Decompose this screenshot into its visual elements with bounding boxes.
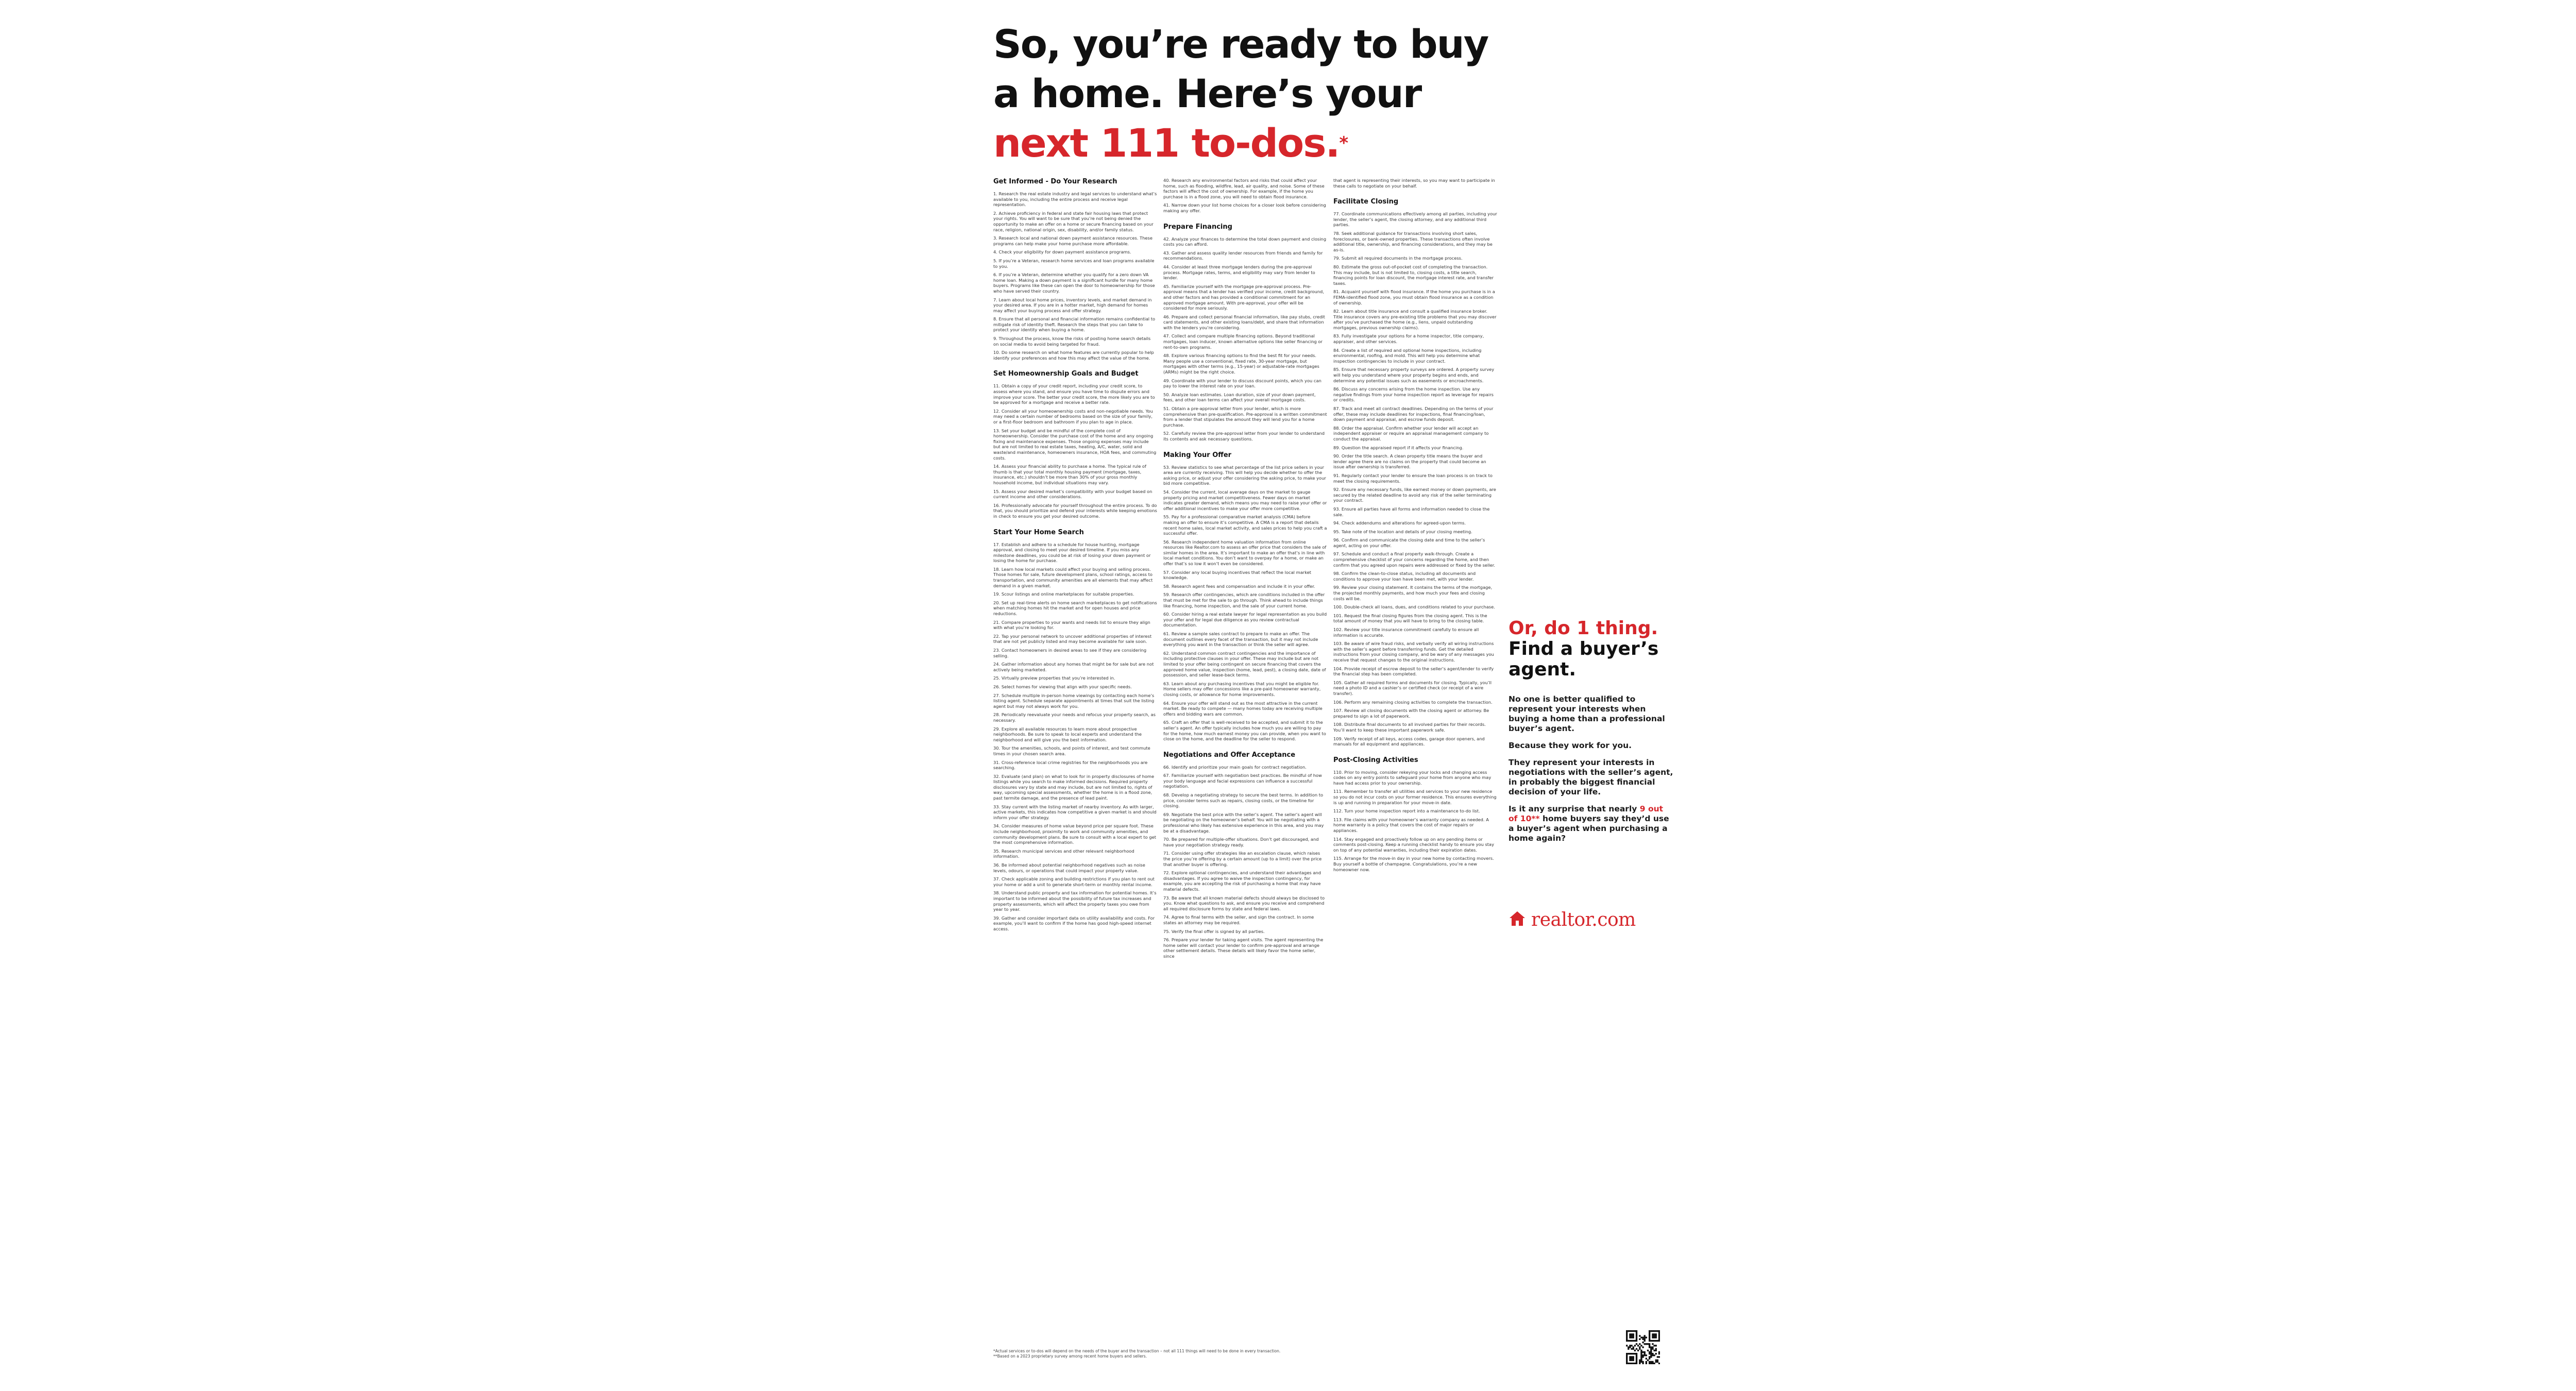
section-heading: Start Your Home Search [993,528,1084,536]
promo-p4-before: Is it any surprise that nearly [1509,804,1640,813]
todo-item: 63. Learn about any purchasing incentives that you might be eligible for. Home sellers may offer concessions like a pre-paid homeowner warranty, closing costs, or allowance for home improvements. [1163,681,1321,697]
todo-item: 74. Agree to final terms with the seller, and sign the contract. In some states an attorney may be required. [1163,914,1314,925]
todo-item: 72. Explore optional contingencies, and understand their advantages and disadvantages. If you agree to waive the inspection contingency, for example, you are accepting the risk of purchasing a home that may have material defects. [1163,870,1321,892]
todo-item: 103. Be aware of wire fraud risks, and verbally verify all wiring instructions with the seller’s agent before transferring funds. Get the detailed instructions from your closing company, and be wary of any messages you receive that request changes to the original instructions. [1333,641,1494,663]
todo-item: 102. Review your title insurance commitment carefully to ensure all information is accurate. [1333,627,1479,638]
todo-item: 12. Consider all your homeownership costs and non-negotiable needs. You may need a certain number of bedrooms based on the size of your family, or a first-floor bedroom and bathroom if you plan to age in place. [993,408,1153,425]
todo-item: 115. Arrange for the move-in day in your new home by contacting movers. Buy yourself a bottle of champagne. Congratulations, you’re a new homeowner now. [1333,856,1494,872]
headline-line-2: a home. Here’s your [993,71,1421,116]
todo-item: 31. Cross-reference local crime registries for the neighborhoods you are searching. [993,759,1148,771]
todo-item: 3. Research local and national down payment assistance resources. These programs can help make your home purchase more affordable. [993,235,1153,246]
todo-item: 86. Discuss any concerns arising from the home inspection. Use any negative findings from your home inspection report as leverage for repairs or credits. [1333,386,1494,403]
todo-item: 56. Research independent home valuation information from online resources like Realtor.com to assess an offer price that considers the sale of similar homes in the area. It’s important to make an offer that’s in line with local market conditions. You don’t want to overpay for a home, or make an offer that’s so low it won’t even be considered. [1163,539,1327,567]
realtor-logo[interactable] [1509,904,1673,935]
promo-paragraph-1: No one is better qualified to represent your interests when buying a home than a professional buyer’s agent. [1509,694,1665,733]
todo-item: 48. Explore various financing options to find the best fit for your needs. Many people use a conventional, fixed rate, 30-year mortgage, but mortgages with other terms (e.g., 15-year) or adjustable-rate mortgages (ARMs) might be the right choice. [1163,353,1319,375]
promo-paragraph-2: Because they work for you. [1509,741,1632,750]
todo-item: 33. Stay current with the listing market of nearby inventory. As with larger, active markets, this indicates how competitive a given market is and should inform your offer strategy. [993,804,1157,820]
house-icon [1509,910,1526,929]
qr-code-icon[interactable] [1626,1330,1660,1364]
todo-item: 18. Learn how local markets could affect your buying and selling process. Those homes for sale, future development plans, school ratings, access to transportation, and community amenities are all elements that may affect demand in a given market. [993,566,1153,588]
todo-item: 54. Consider the current, local average days on the market to gauge property pricing and market competitiveness. Fewer days on market indicates greater demand, which means you may need to raise your offer or offer additional incentives to make your offer more competitive. [1163,489,1327,511]
todo-item: 70. Be prepared for multiple-offer situations. Don’t get discouraged, and have your negotiation strategy ready. [1163,837,1319,847]
todo-item: 64. Ensure your offer will stand out as the most attractive in the current market. Be ready to compete — many homes today are receiving multiple offers and bidding wars are common. [1163,700,1323,717]
todo-item: 98. Confirm the clean-to-close status, including all documents and conditions to approve your loan have been met, with your lender. [1333,571,1476,582]
todo-item: 81. Acquaint yourself with flood insurance. If the home you purchase is in a FEMA-identified flood zone, you must obtain flood insurance as a condition of ownership. [1333,289,1495,306]
promo-p4-after: home buyers say they’d use a buyer’s agent when purchasing a home again? [1509,814,1669,843]
todo-item: 90. Order the title search. A clean property title means the buyer and lender agree there are no claims on the property that could become an issue after ownership is transferred. [1333,453,1486,470]
todo-item: 71. Consider using offer strategies like an escalation clause, which raises the price you’re offering by a certain amount (up to a limit) over the price that another buyer is offering. [1163,851,1322,867]
todo-item: 68. Develop a negotiating strategy to secure the best terms. In addition to price, consider terms such as repairs, closing costs, or the timeline for closing. [1163,792,1324,809]
todo-item: 80. Estimate the gross out-of-pocket cost of completing the transaction. This may include, but is not limited to, closing costs, a title search, financing points for loan discount, the mortgage interest rate, and transfer taxes. [1333,264,1494,286]
todo-item: 24. Gather information about any homes that might be for sale but are not actively being marketed. [993,661,1154,672]
promo-p4-highlight: 9 out of 10** [1509,804,1664,823]
headline-line-3-text: next 111 to-dos. [993,120,1340,166]
todo-item: 84. Create a list of required and optional home inspections, including environmental, roofing, and mold. This will help you determine what inspection contingencies to include in your contract. [1333,347,1482,364]
todo-item: 28. Periodically reevaluate your needs and refocus your property search, as necessary. [993,712,1156,723]
todo-item: 65. Craft an offer that is well-received to be accepted, and submit it to the seller’s agent. An offer typically includes how much you are willing to pay for the home, how much earnest money you can provide, when you want to close on the home, and the deadline for the seller to respond. [1163,720,1326,742]
todo-item: 109. Verify receipt of all keys, access codes, garage door openers, and manuals for all equipment and appliances. [1333,736,1485,747]
todo-item: 2. Achieve proficiency in federal and state fair housing laws that protect your rights. You will want to be sure that you’re not being denied the opportunity to make an offer on a home or secure financing based on your race, religion, national origin, sex, disability, and/or family status. [993,210,1154,232]
todo-item: 26. Select homes for viewing that align with your specific needs. [993,684,1132,689]
todo-item: 9. Throughout the process, know the risks of posting home search details on social media to avoid being targeted for fraud. [993,336,1151,347]
todo-item: 94. Check addendums and alterations for agreed-upon terms. [1333,520,1466,526]
todo-item: 108. Distribute final documents to all involved parties for their records. You’ll want to keep these important paperwork safe. [1333,722,1486,733]
headline [993,20,1509,168]
todo-item: 78. Seek additional guidance for transactions involving short sales, foreclosures, or bank-owned properties. These transactions often involve additional title, ownership, and financing considerations, and they may be as-is. [1333,230,1493,252]
todo-item: 5. If you’re a Veteran, research home services and loan programs available to you. [993,258,1155,269]
todo-item: 83. Fully investigate your options for a home inspector, title company, appraiser, and other services. [1333,333,1484,345]
section-heading: Set Homeownership Goals and Budget [993,370,1139,378]
todo-item: 4. Check your eligibility for down payment assistance programs. [993,249,1131,255]
todo-item: 23. Contact homeowners in desired areas to see if they are considering selling. [993,648,1147,658]
todo-item: 105. Gather all required forms and documents for closing. Typically, you’ll need a photo ID and a cashier’s or certified check (or receipt of a wire transfer). [1333,680,1492,696]
todo-item: 69. Negotiate the best price with the seller’s agent. The seller’s agent will be negotiating on the homeowner’s behalf. You will be negotiating with a professional who likely has extensive experience in this area, and you may be at a disadvantage. [1163,811,1324,834]
todo-item: 58. Research agent fees and compensation and include it in your offer. [1163,583,1315,589]
todo-item: 92. Ensure any necessary funds, like earnest money or down payments, are secured by the related deadline to avoid any risk of the seller terminating your contract. [1333,487,1496,503]
section-heading: Making Your Offer [1163,451,1232,459]
todo-item: 89. Question the appraised report if it affects your financing. [1333,445,1464,450]
todo-item: 82. Learn about title insurance and consult a qualified insurance broker. Title insurance covers any pre-existing title problems that you may discover after you’ve purchased the home (e.g., liens, unpaid outstanding mortgages, previous ownership claims). [1333,309,1497,330]
todo-item: 57. Consider any local buying incentives that reflect the local market knowledge. [1163,569,1312,581]
todo-item: 49. Coordinate with your lender to discuss discount points, which you can pay to lower the interest rate on your loan. [1163,378,1321,389]
column-2 [1163,178,1327,962]
todo-item: 17. Establish and adhere to a schedule for house hunting, mortgage approval, and closing to meet your desired timeline. If you miss any milestone deadlines, you could be at risk of losing your down payment or losing the home for purchase. [993,541,1151,564]
todo-item: 14. Assess your financial ability to purchase a home. The typical rule of thumb is that your total monthly housing payment (mortgage, taxes, insurance, etc.) shouldn’t be more than 30% of your gross monthly household income, but individual situations may vary. [993,464,1146,485]
footnote-line-2: **Based on a 2023 proprietary survey among recent home buyers and sellers. [993,1354,1147,1359]
todo-item: 113. File claims with your homeowner’s warranty company as needed. A home warranty is a policy that covers the cost of major repairs or appliances. [1333,817,1489,834]
promo-heading-black: Find a buyer’s agent. [1509,638,1659,680]
todo-item: 22. Tap your personal network to uncover additional properties of interest that are not yet publicly listed and may become available for sale soon. [993,633,1152,644]
todo-item: 37. Check applicable zoning and building restrictions if you plan to rent out your home or add a unit to generate short-term or monthly rental income. [993,876,1155,887]
todo-item: 46. Prepare and collect personal financial information, like pay stubs, credit card statements, and other existing loans/debt, and share that information with the lenders you’re considering. [1163,314,1325,330]
todo-item: 34. Consider measures of home value beyond price per square foot. These include neighborhood, proximity to work and community amenities, and community development plans. Be sure to consult with a local expert to get the most comprehensive information. [993,823,1156,845]
todo-item: 99. Review your closing statement. It contains the terms of the mortgage, the projected monthly payments, and how much your fees and closing costs will be. [1333,585,1493,601]
ad-sheet [974,0,1685,1391]
todo-item: 87. Track and meet all contract deadlines. Depending on the terms of your offer, these may include deadlines for inspections, final financing/loan, down payment and appraisal, and escrow funds deposit. [1333,406,1494,422]
logo-text: realtor.com [1531,909,1636,930]
todo-item: that agent is representing their interests, so you may want to participate in these calls to negotiate on your behalf. [1333,178,1495,189]
column-3 [1333,178,1497,875]
todo-item: 60. Consider hiring a real estate lawyer for legal representation as you build your offer and for legal due diligence as you review contractual documentation. [1163,612,1327,628]
todo-item: 45. Familiarize yourself with the mortgage pre-approval process. Pre-approval means that a lender has verified your income, credit background, and other factors and has provided a conditional commitment for an approved mortgage amount. With pre-approval, your offer will be considered for more seriously. [1163,283,1324,311]
todo-item: 111. Remember to transfer all utilities and services to your new residence so you do not incur costs on your former residence. This ensures everything is up and running in preparation for your move-in date. [1333,789,1497,805]
headline-line-3 [993,118,1509,168]
todo-item: 8. Ensure that all personal and financial information remains confidential to mitigate risk of identity theft. Research the steps that you can take to protect your identity when buying a home. [993,316,1156,333]
headline-line-1: So, you’re ready to buy [993,21,1488,67]
todo-item: 47. Collect and compare multiple financing options. Beyond traditional mortgages, loan inducer, known alternative options like seller financing or rent-to-own programs. [1163,333,1323,350]
todo-item: 106. Perform any remaining closing activities to complete the transaction. [1333,699,1493,705]
todo-item: 95. Take note of the location and details of your closing meeting. [1333,529,1472,534]
todo-item: 96. Confirm and communicate the closing date and time to the seller’s agent, acting on your offer. [1333,537,1485,548]
section-heading: Get Informed - Do Your Research [993,178,1117,185]
todo-item: 6. If you’re a Veteran, determine whether you qualify for a zero down VA home loan. Making a down payment is a significant hurdle for many home buyers. Programs like these can open the door to homeownership for those who have served their country. [993,272,1155,294]
todo-item: 36. Be informed about potential neighborhood negatives such as noise levels, odours, or operations that could impact your property value. [993,862,1145,873]
promo-paragraph-3: They represent your interests in negotiations with the seller’s agent, in probably the biggest financial decision of your life. [1509,758,1673,796]
section-heading: Prepare Financing [1163,223,1232,231]
todo-item: 7. Learn about local home prices, inventory levels, and market demand in your desired area. If you are in a hotter market, high demand for homes may affect your buying process and offer strategy. [993,297,1152,313]
todo-item: 30. Tour the amenities, schools, and points of interest, and test commute times in your chosen search area. [993,745,1150,756]
section-heading: Negotiations and Offer Acceptance [1163,751,1296,759]
todo-item: 51. Obtain a pre-approval letter from your lender, which is more comprehensive than pre-qualification. Pre-approval is a written commitment from a lender that stipulates the amount they will lend you for a home purchase. [1163,406,1327,428]
todo-item: 76. Prepare your lender for taking agent visits. The agent representing the home seller will contact your lender to confirm pre-approval and arrange other settlement details. These details will likely favor the home seller, since [1163,937,1324,959]
todo-item: 59. Research offer contingencies, which are conditions included in the offer that must be met for the sale to go through. Think ahead to include things like financing, home inspection, and the sale of your current home. [1163,592,1325,608]
todo-item: 110. Prior to moving, consider rekeying your locks and changing access codes on any entry points to safeguard your home from anyone who may have had access prior to your ownership. [1333,769,1492,786]
todo-item: 1. Research the real estate industry and legal services to understand what’s available to you, including the entire process and receive legal representation. [993,191,1157,208]
section-heading: Post-Closing Activities [1333,756,1418,764]
todo-item: 100. Double-check all loans, dues, and conditions related to your purchase. [1333,604,1495,610]
todo-item: 19. Scour listings and online marketplaces for suitable properties. [993,591,1134,597]
todo-item: 40. Research any environmental factors and risks that could affect your home, such as flooding, wildfire, lead, air quality, and noise. Some of these factors will affect the cost of ownership. For example, if the home you purchase is in a flood zone, you will need to obtain flood insurance. [1163,178,1325,199]
todo-item: 85. Ensure that necessary property surveys are ordered. A property survey will help you understand where your property begins and ends, and determine any potential issues such as easements or encroachments. [1333,367,1495,383]
todo-item: 101. Request the final closing figures from the closing agent. This is the total amount of money that you will have to bring to the closing table. [1333,613,1487,624]
todo-item: 97. Schedule and conduct a final property walk-through. Create a comprehensive checklist of your concerns regarding the home, and then confirm that you agreed upon repairs were addressed or fixed by the seller. [1333,551,1496,568]
todo-item: 73. Be aware that all known material defects should always be disclosed to you. Know what questions to ask, and ensure you receive and comprehend all required disclosure forms by state and federal laws. [1163,895,1325,911]
todo-item: 53. Review statistics to see what percentage of the list price sellers in your area are currently receiving. This will help you decide whether to offer the asking price, or adjust your offer considering the asking price, to make your bid more competitive. [1163,464,1326,486]
todo-item: 104. Provide receipt of escrow deposit to the seller’s agent/lender to verify the financial step has been completed. [1333,666,1494,677]
todo-item: 38. Understand public property and tax information for potential homes. It’s important to be informed about the possibility of future tax increases and property assessments, which will affect the property taxes you owe from year to year. [993,890,1157,912]
todo-item: 44. Consider at least three mortgage lenders during the pre-approval process. Mortgage rates, terms, and eligibility may vary from lender to lender. [1163,264,1315,281]
todo-item: 55. Pay for a professional comparative market analysis (CMA) before making an offer to ensure it’s competitive. A CMA is a report that details recent home sales, local market activity, and sales prices to help you craft a successful offer. [1163,514,1327,536]
todo-item: 41. Narrow down your list home choices for a closer look before considering making any offer. [1163,202,1326,213]
todo-item: 50. Analyze loan estimates. Loan duration, size of your down payment, fees, and other loan terms can affect your overall mortgage costs. [1163,392,1316,403]
todo-item: 88. Order the appraisal. Confirm whether your lender will accept an independent appraiser or require an appraisal management company to conduct the appraisal. [1333,425,1489,442]
todo-item: 66. Identify and prioritize your main goals for contract negotiation. [1163,764,1307,770]
todo-item: 79. Submit all required documents in the mortgage process. [1333,256,1463,261]
todo-item: 43. Gather and assess quality lender resources from friends and family for recommendations. [1163,250,1323,261]
todo-item: 16. Professionally advocate for yourself throughout the entire process. To do that, you should prioritize and defend your interests while keeping emotions in check to ensure you get your desired outcome. [993,502,1157,519]
todo-item: 61. Review a sample sales contract to prepare to make an offer. The document outlines every facet of the transaction, but it may not include everything you want in the transaction or think the seller will agree. [1163,631,1318,648]
todo-item: 107. Review all closing documents with the closing agent or attorney. Be prepared to sign a lot of paperwork. [1333,708,1489,719]
todo-item: 35. Research municipal services and other relevant neighborhood information. [993,848,1134,859]
todo-item: 25. Virtually preview properties that you’re interested in. [993,675,1115,681]
todo-item: 29. Explore all available resources to learn more about prospective neighborhoods. Be sure to speak to local experts and understand the neighborhood and will give you the best information. [993,726,1142,742]
todo-item: 39. Gather and consider important data on utility availability and costs. For example, you’ll want to confirm if the home has good high-speed internet access. [993,915,1155,931]
todo-item: 67. Familiarize yourself with negotiation best practices. Be mindful of how your body language and facial expressions can influence a successful negotiation. [1163,773,1322,789]
todo-item: 15. Assess your desired market’s compatibility with your budget based on current income and other considerations. [993,488,1153,500]
column-1 [993,178,1157,935]
todo-item: 32. Evaluate (and plan) on what to look for in property disclosures of home listings while you search to make informed decisions. Required property disclosures vary by state and may include, but are not limited to, rights of way, upcoming special assessments, whether the home is in a flood zone, past termite damage, and the presence of lead paint. [993,773,1155,801]
todo-item: 77. Coordinate communications effectively among all parties, including your lender, the seller’s agent, the closing attorney, and any additional third parties. [1333,211,1497,228]
todo-item: 52. Carefully review the pre-approval letter from your lender to understand its contents and ask necessary questions. [1163,431,1325,442]
promo-heading-red: Or, do 1 thing. [1509,618,1658,639]
todo-item: 13. Set your budget and be mindful of the complete cost of homeownership. Consider the purchase cost of the home and any ongoing fixing and maintenance expenses. Those ongoing expenses may include but are not limited to real estate taxes, heating, A/C, water, solid and waste/and maintenance, homeowners insurance, HOA fees, and commuting costs. [993,428,1157,461]
todo-item: 91. Regularly contact your lender to ensure the loan process is on track to meet the closing requirements. [1333,472,1493,484]
todo-item: 11. Obtain a copy of your credit report, including your credit score, to assess where you stand, and ensure you have time to dispute errors and improve your score. The better your credit score, the more likely you are to be approved for a mortgage and receive a better rate. [993,383,1155,405]
todo-item: 114. Stay engaged and proactively follow up on any pending items or comments post-closing. Keep a running checklist handy to ensure you stay on top of any potential warranties, including their expiration dates. [1333,836,1495,853]
todo-item: 93. Ensure all parties have all forms and information needed to close the sale. [1333,506,1490,517]
todo-item: 21. Compare properties to your wants and needs list to ensure they align with what you’re looking for. [993,619,1150,631]
todo-item: 112. Turn your home inspection report into a maintenance to-do list. [1333,808,1480,814]
section-heading: Facilitate Closing [1333,198,1399,206]
footnote-line-1: *Actual services or to-dos will depend on the needs of the buyer and the transaction – not all 111 things will need to be done in every transaction. [993,1349,1281,1353]
promo-heading [1509,618,1673,680]
promo-block [1509,618,1673,851]
todo-item: 42. Analyze your finances to determine the total down payment and closing costs you can afford. [1163,236,1327,247]
todo-item: 27. Schedule multiple in-person home viewings by contacting each home’s listing agent. Schedule separate appointments at times that suit the listing agent but may not always work for you. [993,692,1155,709]
todo-item: 20. Set up real-time alerts on home search marketplaces to get notifications when matching homes hit the market and for open houses and price reductions. [993,600,1157,617]
todo-item: 62. Understand common contract contingencies and the importance of including protective clauses in your offer. These may include but are not limited to your offer being contingent on secure financing that covers the approved home value, inspection (home, lead, pest), a closing date, date of possession, and seller lease-back terms. [1163,650,1326,678]
headline-asterisk: * [1339,133,1348,154]
promo-paragraph-4 [1509,804,1673,843]
todo-item: 75. Verify the final offer is signed by all parties. [1163,928,1265,934]
todo-item: 10. Do some research on what home features are currently popular to help identify your preferences and how this may affect the value of the home. [993,350,1154,361]
footnote [993,1349,1416,1359]
